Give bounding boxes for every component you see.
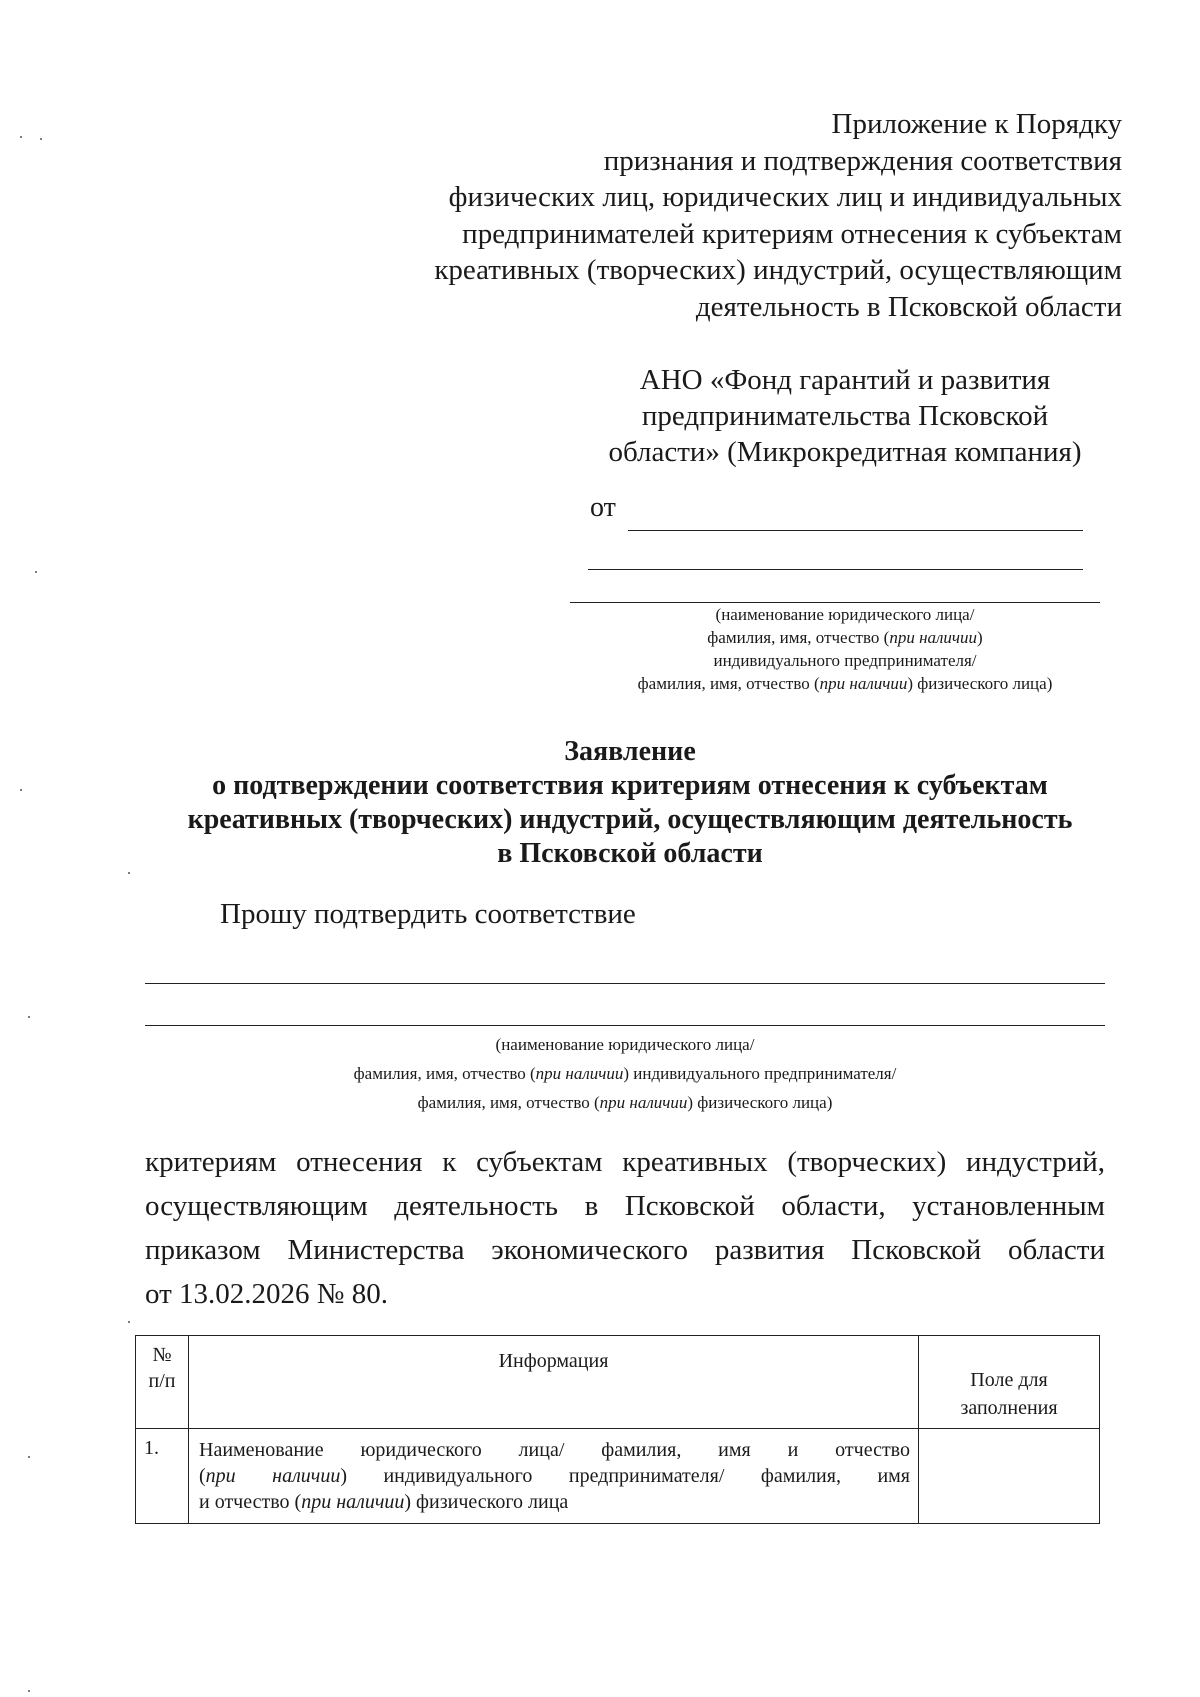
appendix-line: деятельность в Псковской области [695, 290, 1122, 323]
body-line: приказом Министерства экономического развития Псковской области [145, 1234, 1105, 1266]
title-line: в Псковской области [497, 838, 763, 869]
body-line: критериям отнесения к субъектам креативных (творческих) индустрий, [145, 1146, 1105, 1178]
body-line: осуществляющим деятельность в Псковской области, установленным [145, 1190, 1105, 1222]
request-text: Прошу подтвердить соответствие [220, 898, 636, 930]
entity-name-line-1[interactable] [145, 983, 1105, 984]
appendix-line: предпринимателей критериям отнесения к субъектам [462, 217, 1122, 250]
header-fill-field: Поле для заполнения [919, 1336, 1100, 1429]
info-table [135, 1335, 1100, 1524]
title-line: о подтверждении соответствия критериям отнесения к субъектам [212, 770, 1048, 801]
caption-line: (наименование юридического лица/ [715, 605, 975, 624]
addressee-block [585, 362, 1105, 470]
header-information: Информация [189, 1336, 919, 1429]
scan-speck [28, 1016, 30, 1018]
addressee-line: предпринимательства Псковской [641, 400, 1049, 432]
applicant-name-line-2[interactable] [588, 569, 1083, 570]
caption-line: фамилия, имя, отчество (при наличии) физического лица) [417, 1093, 833, 1112]
body-line: от 13.02.2026 № 80. [145, 1278, 388, 1310]
scan-speck [20, 136, 22, 138]
appendix-header [362, 106, 1122, 325]
caption-line: индивидуального предпринимателя/ [713, 651, 977, 670]
document-title [130, 735, 1130, 871]
addressee-line: области» (Микрокредитная компания) [608, 436, 1082, 468]
appendix-line: признания и подтверждения соответствия [603, 144, 1122, 177]
from-label: от [590, 492, 616, 523]
appendix-line: физических лиц, юридических лиц и индивидуальных [448, 181, 1122, 213]
scan-speck [28, 1690, 30, 1692]
row-description: Наименование юридического лица/ фамилия, имя и отчество (при наличии) индивидуального предпринимателя/ фамилия, имя и отчество (при наличии) физического лица [189, 1429, 919, 1524]
title-line: креативных (творческих) индустрий, осуществляющим деятельность [187, 804, 1073, 835]
scan-speck [128, 1321, 130, 1323]
caption-line: фамилия, имя, отчество (при наличии) [707, 628, 983, 647]
addressee-line: АНО «Фонд гарантий и развития [639, 364, 1051, 396]
table-row [136, 1429, 1100, 1524]
caption-line: (наименование юридического лица/ [495, 1035, 755, 1054]
row-number: 1. [136, 1429, 189, 1524]
caption-line: фамилия, имя, отчество (при наличии) индивидуального предпринимателя/ [353, 1064, 897, 1083]
scan-speck [128, 872, 130, 874]
scan-speck [28, 1456, 30, 1458]
applicant-caption [585, 603, 1105, 695]
scan-speck [20, 789, 22, 791]
appendix-line: Приложение к Порядку [831, 108, 1122, 140]
appendix-line: креативных (творческих) индустрий, осуществляющим [434, 254, 1122, 286]
title-line: Заявление [564, 736, 696, 767]
caption-line: фамилия, имя, отчество (при наличии) физического лица) [637, 674, 1053, 693]
header-number: № п/п [136, 1336, 189, 1429]
body-paragraph [145, 1140, 1105, 1316]
table-header-row [136, 1336, 1100, 1429]
row-fill-field[interactable] [919, 1429, 1100, 1524]
entity-caption [145, 1030, 1105, 1117]
applicant-name-line-1[interactable] [628, 530, 1083, 531]
scan-speck [40, 138, 42, 140]
entity-name-line-2[interactable] [145, 1025, 1105, 1026]
scan-speck [35, 571, 37, 573]
